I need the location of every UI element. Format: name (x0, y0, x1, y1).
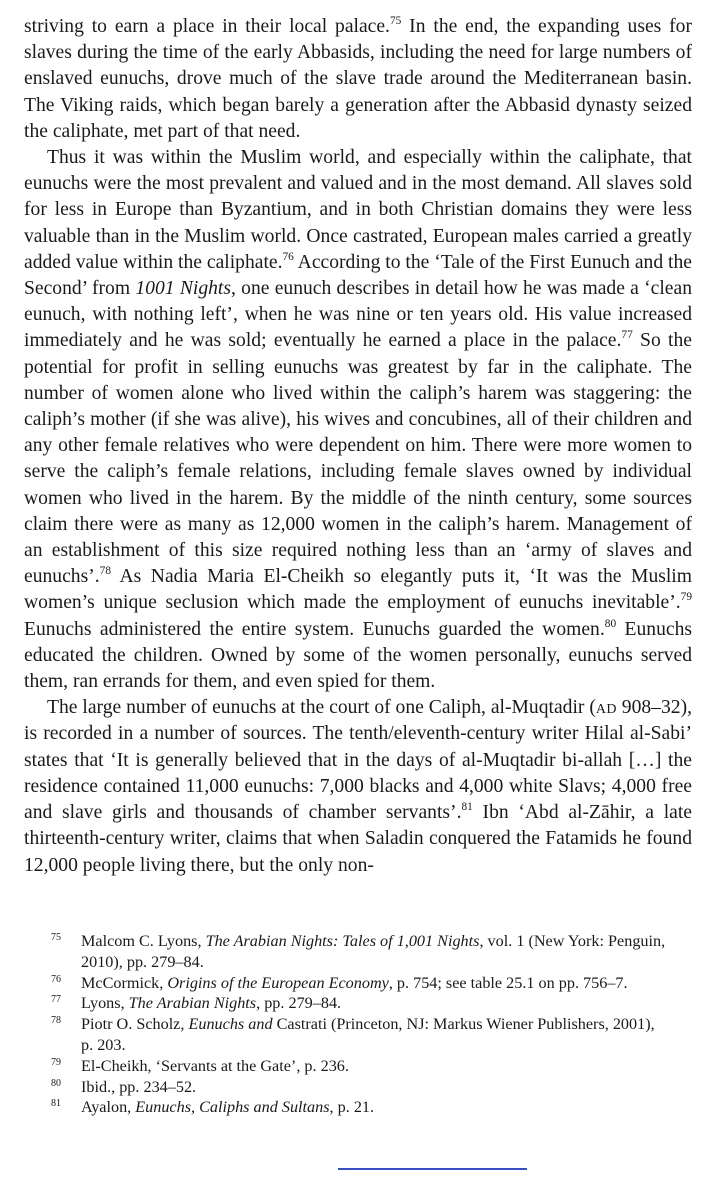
footnote-text: , pp. 279–84. (256, 994, 342, 1013)
era-abbrev: ad (595, 697, 617, 719)
footnote-text: , vol. 1 (New York: Penguin, (479, 932, 666, 950)
footnote-number: 79 (51, 1056, 61, 1068)
footnote-text: 2010), pp. 279–84. (81, 952, 204, 971)
footnote-title: Origins of the European Economy (167, 973, 389, 992)
footnote-number: 75 (51, 932, 61, 943)
footnote-title: The Arabian Nights: Tales of 1,001 Nights (205, 932, 480, 950)
footnote-ref[interactable]: 77 (621, 329, 633, 342)
text-run: 908–32), is recorded in a number of sources. The tenth/eleventh-century writer Hilal al-Sabi’ states that ‘It is generally believed that in the days of al-Muqtadir bi-allah […] the residence contained 11,000 eunuchs: 7,000 blacks and 4,000 white Slavs; 4,000 free and slave girls and thousands of chamber servants’. (24, 697, 692, 824)
footnote-number: 77 (51, 994, 61, 1006)
footnote-75 (51, 931, 691, 973)
footnote-text: , p. 21. (329, 1098, 375, 1117)
footnote-number: 76 (51, 973, 61, 985)
text-run: striving to earn a place in their local palace. (24, 16, 390, 37)
footnote-text: Lyons, (81, 994, 129, 1013)
footnotes (51, 931, 691, 1118)
footnote-number: 81 (51, 1098, 61, 1110)
footnote-text: Castrati (Princeton, NJ: Markus Wiener Publishers, 2001), (272, 1015, 655, 1034)
text-run: The large number of eunuchs at the court of one Caliph, al-Muqtadir ( (47, 697, 596, 719)
footnote-text: Piotr O. Scholz, (81, 1015, 189, 1034)
text-run: According to the ‘Tale of the First Eunuch and the Second’ from (24, 251, 692, 300)
footnote-text: Malcom C. Lyons, (81, 932, 206, 950)
footnote-80 (51, 1077, 691, 1098)
footnote-title: Eunuchs and (188, 1015, 273, 1034)
footnote-text: , p. 754; see table 25.1 on pp. 756–7. (388, 973, 628, 992)
footnote-text: p. 203. (81, 1035, 126, 1054)
footnote-81 (51, 1097, 691, 1118)
paragraph-2 (24, 145, 692, 695)
footnote-text: El-Cheikh, ‘Servants at the Gate’, p. 236. (81, 1056, 349, 1075)
footnote-text: McCormick, (81, 973, 168, 992)
text-run: As Nadia Maria El-Cheikh so elegantly puts it, ‘It was the Muslim women’s unique seclusion which made the employment of eunuchs inevitable’. (24, 566, 692, 614)
paragraph-3 (24, 695, 692, 878)
footnote-76 (51, 973, 691, 994)
footnote-ref[interactable]: 75 (389, 14, 402, 27)
footnote-title: Eunuchs, Caliphs and Sultans (135, 1098, 330, 1117)
page-body (24, 14, 692, 879)
footnote-79 (51, 1056, 691, 1077)
paragraph-1 (24, 14, 692, 145)
text-run: Thus it was within the Muslim world, and especially within the caliphate, that eunuchs were the most prevalent and valued and in the most demand. All slaves sold for less in Europe than Byzantium, and in both Christian domains they were less valuable than in the Muslim world. Once castrated, European males carried a greatly added value within the caliphate. (24, 147, 692, 273)
footnote-78 (51, 1014, 691, 1056)
footnote-number: 80 (51, 1077, 61, 1089)
footnote-ref[interactable]: 79 (680, 591, 692, 604)
text-run: Eunuchs administered the entire system. Eunuchs guarded the women. (24, 618, 605, 640)
text-run: Ibn ‘Abd al-Zāhir, a late thirteenth-century writer, claims that when Saladin conquered the Fatamids he found 12,000 people living there, but the only non- (24, 802, 692, 876)
footnote-ref[interactable]: 76 (282, 250, 294, 263)
footnote-text: Ayalon, (81, 1098, 136, 1117)
footnote-text: Ibid., pp. 234–52. (81, 1077, 197, 1096)
italic-title: 1001 Nights (135, 278, 231, 300)
text-run: Eunuchs educated the children. Owned by some of the women personally, eunuchs served them, ran errands for them, and even spied for them. (24, 618, 692, 693)
page-scroll-indicator[interactable] (338, 1168, 527, 1170)
footnote-title: The Arabian Nights (128, 994, 257, 1013)
text-run: , one eunuch describes in detail how he was made a ‘clean eunuch, with nothing left’, when he was nine or ten years old. His value increased immediately and he was sold; eventually he earned a place in the palace. (24, 278, 692, 352)
footnote-ref[interactable]: 80 (604, 617, 617, 630)
text-run: So the potential for profit in selling eunuchs was greatest by far in the caliphate. The number of women alone who lived within the caliph’s harem was staggering: the caliph’s mother (if she was alive), his wives and concubines, all of their children and any other female relatives who were dependent on him. There were more women to serve the caliph’s female relations, including female slaves owned by individual women who lived in the harem. By the middle of the ninth century, some sources claim there were as many as 12,000 women in the caliph’s harem. Management of an establishment of this size required nothing less than an ‘army of slaves and eunuchs’. (24, 330, 692, 588)
footnote-number: 78 (51, 1015, 61, 1027)
text-run: In the end, the expanding uses for slaves during the time of the early Abbasids, including the need for large numbers of enslaved eunuchs, drove much of the slave trade around the Mediterranean basin. The Viking raids, which began barely a generation after the Abbasid dynasty seized the caliphate, met part of that need. (24, 16, 692, 142)
footnote-ref[interactable]: 81 (461, 800, 473, 813)
footnote-77 (51, 993, 691, 1014)
footnote-ref[interactable]: 78 (99, 565, 111, 578)
